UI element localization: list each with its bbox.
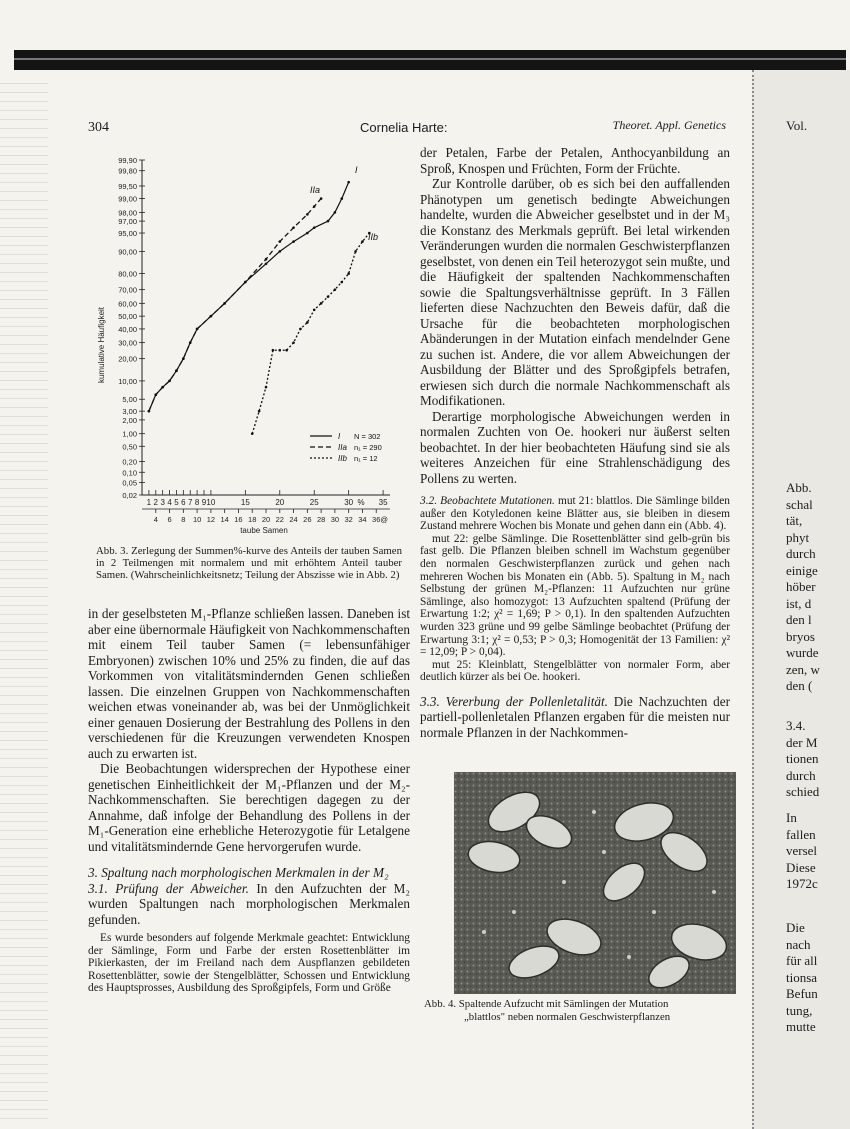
x-tick-label: 6 [181,498,186,507]
y-tick-label: 98,00 [118,208,137,218]
y-tick-label: 50,00 [118,312,137,322]
adjacent-page-fragment: höber [786,579,816,594]
section-32-title: 3.2. Beobachtete Mutationen. [420,495,555,507]
y-tick-label: 90,00 [118,247,137,257]
adjacent-page-fragment: In [786,810,797,825]
section-31-text: In den Aufzuchten der M₂ wurden Spaltungen nach morphologischen Merkmalen gefunden. [88,880,411,927]
adjacent-page-fragment: tung, [786,1002,813,1018]
point-I [265,262,268,265]
y-axis [97,156,145,500]
x-tick-label-lower: 24 [289,515,298,524]
point-IIa [320,197,323,200]
adjacent-page-fragment: 1972c [786,876,818,891]
point-IIa [168,380,171,383]
adjacent-page-fragment: zen, w [786,661,820,677]
adjacent-page-fragment: Die [786,920,805,935]
x-tick-label: 35 [378,498,388,507]
y-tick-label: 70,00 [118,285,137,295]
adjacent-page-fragment: tionen [786,751,819,766]
section-32-mut21 [420,495,730,533]
x-tick-suffix: @ [380,515,388,524]
y-tick-label: 60,00 [118,299,137,309]
x-tick-label-lower: 10 [192,515,202,524]
point-I [340,197,343,200]
series-IIa [149,199,321,412]
point-IIb [251,432,254,435]
x-tick-label-lower: 28 [316,515,326,524]
point-I [278,250,281,253]
y-tick-label: 0,10 [122,468,137,478]
adjacent-page-fragment: Diese [786,859,816,875]
point-IIa [161,386,164,389]
x-tick-label-lower: 30 [330,515,340,524]
point-I [306,232,309,235]
adjacent-page-fragment: Abb. [786,480,812,495]
adjacent-page-fragment: nach [786,936,811,952]
x-tick-label-lower: 20 [261,515,271,524]
x-tick-label: 7 [187,498,193,507]
adjacent-page-fragment: einige [786,562,818,578]
adjacent-page-fragment: schal [786,496,813,512]
scan-top-bar [14,50,846,70]
y-tick-label: 20,00 [118,354,137,364]
legend-label: IIa [338,443,347,452]
x-tick-label: 9 [201,498,207,507]
adjacent-page-fragment: für all [786,953,818,968]
x-tick-label-lower: 18 [248,515,257,524]
y-tick-label: 1,00 [122,429,137,439]
point-IIa [182,357,185,360]
section-32 [420,495,730,684]
x-tick-label-lower: 32 [344,515,353,524]
point-IIb [272,349,275,352]
figure-3-chart [92,145,404,540]
section-33-text: Die Nachzuchten der partiell-pollenletalen Pflanzen ergaben für die meisten nur normale Pflanzen in der Nachkommen- [420,693,730,740]
x-tick-label: 20 [275,498,285,507]
x-tick-label-lower: 36 [372,515,381,524]
legend-label: IIb [338,454,347,463]
point-IIa [189,341,192,344]
x-tick-label: 25 [309,498,319,507]
corner-fragment: Vol. [786,118,808,133]
adjacent-page-fragment: 3.4. [786,718,806,733]
y-tick-label: 97,00 [118,217,137,227]
adjacent-page-fragment: den l [786,612,812,627]
figure-4-caption-line-1: Abb. 4. Spaltende Aufzucht mit Sämlingen der Mutation [424,998,669,1010]
point-IIa [265,258,268,261]
point-I [347,181,350,184]
x-tick-label-lower: 34 [358,515,367,524]
right-continuation: der Petalen, Farbe der Petalen, Anthocyanbildung an Sproß, Knospen und Früchten, Form der Früchte. [420,145,730,176]
probability-plot [92,145,404,540]
point-I [313,226,316,229]
adjacent-page-fragment: den ( [786,678,813,693]
adjacent-page-fragment: bryos [786,628,815,644]
y-tick-label: 99,90 [118,156,137,165]
section-3-heading: 3. Spaltung nach morphologischen Merkmalen in der M₂ [88,865,389,880]
x-tick-label: 30 [344,498,354,507]
adjacent-page-fragment: tionsa [786,969,818,985]
section-32-mut25: mut 25: Kleinblatt, Stengelblätter von normaler Form, aber deutlich kürzer als bei Oe. hookeri. [420,658,730,684]
criteria-paragraph: Es wurde besonders auf folgende Merkmale geachtet: Entwicklung der Sämlinge, Form und Farbe der ersten Rosettenblätter im Pikierkasten, der im Freiland nach dem Auspflanzen gebildeten Rosettenblätter, sowie der Stengelblätter, Schossen und Entwicklung des Hauptsprosses, Ausbildung des Sproßgipfels, Form und Größe [88,932,410,995]
y-tick-label: 5,00 [122,395,137,405]
page-number: 304 [88,120,109,135]
figure-3-caption: Abb. 3. Zerlegung der Summen%-kurve des Anteils der tauben Samen in 2 Teilmengen mit normalem und mit erhöhtem Anteil tauber Samen. (Wahrscheinlichkeitsnetz; Teilung der Abszisse wie in Abb. 2) [96,545,402,581]
point-IIb [340,281,343,284]
y-tick-label: 80,00 [118,269,137,279]
x-tick-label-lower: 8 [181,515,186,524]
x-tick-label: 3 [160,498,165,507]
adjacent-page-fragment: fallen [786,826,816,842]
point-IIb [299,328,302,331]
legend [310,432,382,463]
x-tick-label-lower: 16 [234,515,243,524]
adjacent-page-fragment: durch [786,546,816,561]
curve-label: IIb [368,232,379,242]
point-I [327,220,330,223]
page-header [88,118,736,140]
point-IIb [265,386,268,389]
adjacent-page-fragment: wurde [786,645,819,660]
adjacent-page-fragment: tät, [786,513,803,528]
legend-text: n₁ = 12 [354,454,378,463]
point-IIb [292,341,295,344]
point-IIa [292,226,295,229]
x-tick-label: % [357,498,365,507]
point-IIb [306,321,309,324]
point-IIa [313,205,316,208]
section-31 [88,881,410,928]
x-axis [142,490,390,535]
point-IIa [210,315,213,318]
point-IIb [320,302,323,305]
figure-4-caption-line-2: „blattlos" neben normalen Geschwisterpflanzen [464,1010,671,1023]
point-IIb [347,272,350,275]
x-axis-label: taube Samen [240,526,288,535]
x-tick-label: 1 [146,498,152,507]
point-IIb [285,349,288,352]
y-tick-label: 0,50 [122,442,137,452]
x-tick-label-lower: 12 [206,515,216,524]
seedlings-photo [454,772,736,994]
section-33-title: 3.3. Vererbung der Pollenletalität. [420,693,608,709]
section-32-mut22: mut 22: gelbe Sämlinge. Die Rosettenblätter sind gelb-grün bis fast gelb. Die Pflanzen bleiben schnell im Wachstum gegenüber den normalen Geschwisterpflanzen zurück und gehen nach mehreren Wochen bis Monaten ein (Abb. 5). Spaltung in M₂ nach Selbstung der grünen M₂-Pflanzen: 11 Aufzuchten nur grüne Sämlinge, also homozygot: 13 Aufzuchten spaltend (Prüfung der Erwartung 1:2; χ² = 1,69; P > 0,1). In den spaltenden Aufzuchten wurden 323 grüne und 99 gelbe Sämlinge beobachtet (Prüfung der Erwartung 3:1; χ² = 0,53; P > 0,3; Homogenität der 13 Familien: χ² = 12,09; P > 0,04). [420,532,730,659]
y-tick-label: 0,05 [122,478,137,488]
point-IIa [154,393,157,396]
right-paragraph-2: Derartige morphologische Abweichungen werden in normalen Zuchten von Oe. hookeri nur äußerst selten beobachtet. In der hier beobachteten Häufung sind sie als weiteres Anzeichen für eine Strahlenschädigung des Pollens zu werten. [420,408,730,486]
y-tick-label: 99,50 [118,181,137,191]
point-IIb [327,295,330,298]
adjacent-page-fragment: ist, d [786,595,812,611]
x-tick-label: 4 [167,498,172,507]
section-31-title: 3.1. Prüfung der Abweicher. [88,880,249,896]
legend-text: N = 302 [354,432,381,441]
point-IIb [313,308,316,311]
y-tick-label: 0,02 [122,491,137,500]
x-tick-label-lower: 26 [303,515,312,524]
curves [148,165,378,435]
x-tick-label-lower: 6 [167,515,172,524]
adjacent-page-fragment: mutte [786,1019,816,1034]
y-tick-label: 2,00 [122,415,137,425]
point-I [334,211,337,214]
curve-label: IIa [310,185,321,195]
right-column [420,145,730,740]
adjacent-page-fragment: schied [786,784,820,799]
journal-title: Theoret. Appl. Genetics [612,118,726,132]
adjacent-page-fragment: phyt [786,529,810,545]
series-IIb [252,233,369,434]
left-paragraph-2: Die Beobachtungen widersprechen der Hypothese einer genetischen Einheitlichkeit der M₁-Pflanzen und der M₂-Nachkommenschaften. Sie berechtigen dagegen zu der Annahme, daß infolge der Behandlung des Pollens in der M₁-Generation eine erhebliche Heterozygotie für Letalgene und vitalitätsmindernde Gene hervorgerufen wurde. [88,761,410,854]
x-tick-label-lower: 22 [275,515,284,524]
left-column [88,606,410,995]
y-tick-label: 10,00 [118,376,137,386]
legend-label: I [338,432,341,441]
point-IIa [244,281,247,284]
curve-label: I [355,165,358,175]
legend-text: n₁ = 290 [354,443,382,452]
point-IIb [258,410,261,413]
running-author: Cornelia Harte: [360,120,448,135]
point-IIb [334,288,337,291]
point-I [292,240,295,243]
figure-4-photo [454,772,736,994]
point-IIb [278,349,281,352]
figure-4-caption [424,998,750,1023]
adjacent-page-fragment: Befun [786,986,818,1001]
y-tick-label: 3,00 [122,407,137,417]
x-tick-label: 2 [153,498,159,507]
y-tick-label: 99,80 [118,166,137,176]
point-IIa [175,369,178,372]
adjacent-page-fragment: durch [786,767,816,783]
x-tick-label-lower: 14 [220,515,229,524]
y-tick-label: 40,00 [118,324,137,334]
y-axis-label: kumulative Häufigkeit [97,306,106,384]
mut21-text: mut 21: blattlos. Die Sämlinge bilden außer den Kotyledonen keine Blätter aus, sie bleiben in diesem Zustand mehrere Wochen bis Monate und gehen dann ein (Abb. 4). [420,495,731,533]
point-IIb [354,250,357,253]
section-33 [420,694,730,741]
x-tick-label: 15 [240,498,250,507]
y-tick-label: 95,00 [118,229,137,239]
adjacent-page-fragment: der M [786,734,818,750]
point-IIb [361,240,364,243]
x-tick-label: 8 [194,498,200,507]
series-I [149,182,349,411]
point-IIa [278,240,281,243]
point-IIa [306,213,309,216]
y-tick-label: 30,00 [118,338,137,348]
x-tick-label: 5 [174,498,179,507]
y-tick-label: 0,20 [122,457,137,467]
scan-left-edge [0,80,48,1120]
adjacent-page-fragment: versel [786,843,818,858]
right-paragraph-1: Zur Kontrolle darüber, ob es sich bei den auffallenden Phänotypen um genetisch bedingte Abweichungen handelte, wurden die Abweicher geselbstet und in der M₃ die Konstanz des Merkmals geprüft. Bei letal wirkenden Veränderungen wurden die normalen Geschwisterpflanzen geselbstet, von denen ein Teil heterozygot sein mußte, und die Häufigkeit der spaltenden Nachkommenschaften sowie die Spaltungsverhältnisse geprüft. In 3 Fällen lieferten diese Nachzuchten den Beweis dafür, daß die Ursache für die beobachteten morphologischen Abänderungen in der Mutation einfach mendelnder Gene zu suchen ist. Andere, die vor allem Abweichungen der Ausbildung der Blätter und des Sproßgipfels betrafen, erwiesen sich durch die normale Nachkommenschaft als Modifikationen. [420,176,730,408]
x-tick-label: 10 [206,498,216,507]
point-IIa [223,302,226,305]
y-tick-label: 99,00 [118,194,137,204]
x-tick-label-lower: 4 [153,515,158,524]
point-IIa [148,410,151,413]
left-paragraph-1: in der geselbsteten M₁-Pflanze schließen lassen. Daneben ist aber eine übernormale Häufigkeit von Nachkommenschaften mit einem Teil tauber Samen (= lebensunfähiger Embryonen) zwischen 10% und 25% zu finden, die auf das Vorkommen von vitalitätsmindernden Genen schließen lassen. Die einzelnen Gruppen von Nachkommenschaften weichen etwas voneinander ab, was bei der Unmöglichkeit einer genauen Dosierung der Bestrahlung des Pollens in den verschiedenen für die Kreuzungen verwendeten Knospen auch zu erwarten ist. [88,606,410,761]
point-IIa [196,328,199,331]
